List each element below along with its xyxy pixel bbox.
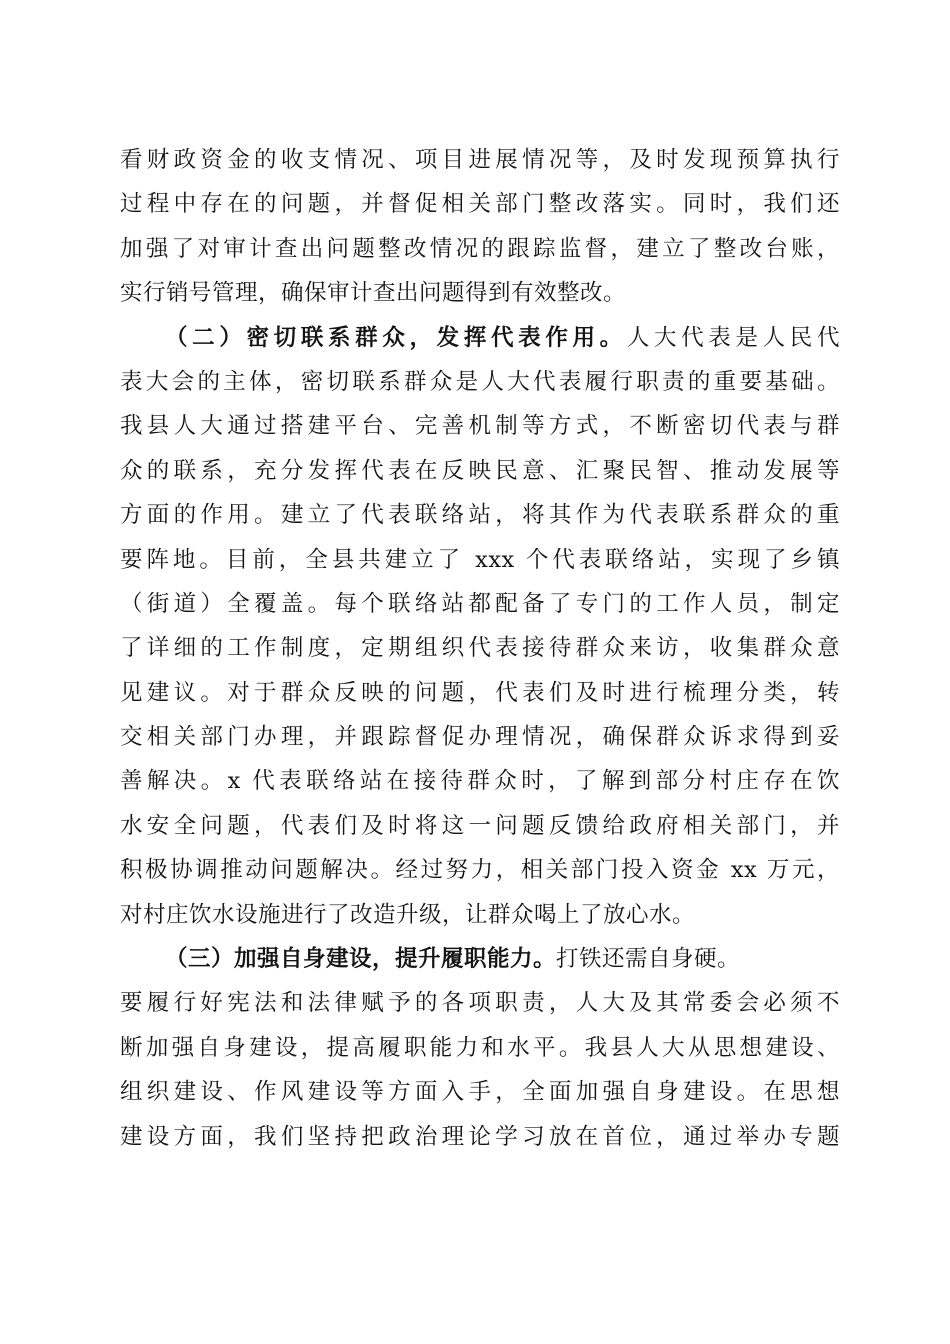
text-line: 了详细的工作制度，定期组织代表接待群众来访，收集群众意 <box>120 635 840 662</box>
text-line: 过程中存在的问题，并督促相关部门整改落实。同时，我们还 <box>120 191 840 218</box>
text-line: 对村庄饮水设施进行了改造升级，让群众喝上了放心水。 <box>120 901 696 928</box>
section-heading-line <box>120 937 840 981</box>
text-line: 组织建设、作风建设等方面入手，全面加强自身建设。在思想 <box>120 1079 840 1106</box>
text-line: 要履行好宪法和法律赋予的各项职责，人大及其常委会必须不 <box>120 990 840 1017</box>
section-heading-3: （三）加强自身建设，提升履职能力。 <box>165 946 557 973</box>
text-line: 实行销号管理，确保审计查出问题得到有效整改。 <box>120 280 627 307</box>
text-line: 表大会的主体，密切联系群众是人大代表履行职责的重要基础。 <box>120 368 840 395</box>
section-lead-text: 人大代表是人民代 <box>626 324 840 351</box>
text-line: 众的联系，充分发挥代表在反映民意、汇聚民智、推动发展等 <box>120 457 840 484</box>
text-line: 断加强自身建设，提高履职能力和水平。我县人大从思想建设、 <box>120 1034 840 1061</box>
text-line: 积极协调推动问题解决。经过努力，相关部门投入资金 xx 万元， <box>120 857 840 884</box>
text-line: 要阵地。目前，全县共建立了 xxx 个代表联络站，实现了乡镇 <box>120 546 840 573</box>
text-line: 看财政资金的收支情况、项目进展情况等，及时发现预算执行 <box>120 147 840 173</box>
text-line: 见建议。对于群众反映的问题，代表们及时进行梳理分类，转 <box>120 679 840 706</box>
text-line: 方面的作用。建立了代表联络站，将其作为代表联系群众的重 <box>120 502 840 529</box>
body-text <box>120 138 840 1159</box>
text-line: 加强了对审计查出问题整改情况的跟踪监督，建立了整改台账， <box>120 235 840 262</box>
text-line: 交相关部门办理，并跟踪督促办理情况，确保群众诉求得到妥 <box>120 724 840 751</box>
section-heading-line <box>120 316 840 360</box>
text-line: 我县人大通过搭建平台、完善机制等方式，不断密切代表与群 <box>120 413 840 440</box>
section-heading-2: （二）密切联系群众，发挥代表作用。 <box>165 324 627 351</box>
text-line: 建设方面，我们坚持把政治理论学习放在首位，通过举办专题 <box>120 1123 840 1150</box>
section-lead-text: 打铁还需自身硬。 <box>556 946 741 973</box>
text-line: （街道）全覆盖。每个联络站都配备了专门的工作人员，制定 <box>120 590 840 617</box>
text-line: 水安全问题，代表们及时将这一问题反馈给政府相关部门，并 <box>120 812 840 839</box>
text-line: 善解决。x 代表联络站在接待群众时，了解到部分村庄存在饮 <box>120 768 840 795</box>
